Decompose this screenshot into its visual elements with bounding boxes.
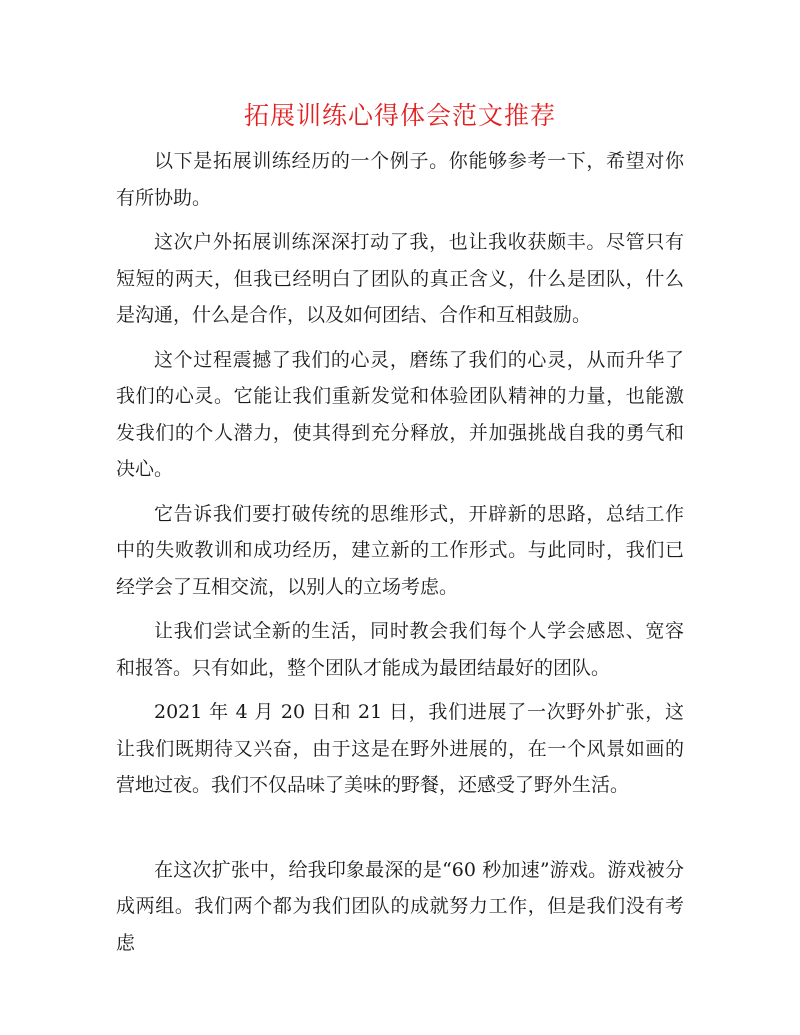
document-title: 拓展训练心得体会范文推荐 — [243, 101, 556, 130]
paragraph-3: 这个过程震撼了我们的心灵，磨练了我们的心灵，从而升华了我们的心灵。它能让我们重新发觉和体验团队精神的力量，也能激发我们的个人潜力，使其得到充分释放，并加强挑战自我的勇气和决心。 — [116, 348, 684, 480]
paragraph-2: 这次户外拓展训练深深打动了我，也让我收获颇丰。尽管只有短短的两天，但我已经明白了团队的真正含义，什么是团队，什么是沟通，什么是合作，以及如何团结、合作和互相鼓励。 — [116, 231, 684, 326]
paragraph-7: 在这次扩张中，给我印象最深的是“60 秒加速”游戏。游戏被分成两组。我们两个都为我们团队的成就努力工作，但是我们没有考虑 — [116, 858, 684, 954]
paragraph-6: 2021 年 4 月 20 日和 21 日，我们进展了一次野外扩张，这让我们既期待又兴奋，由于这是在野外进展的，在一个风景如画的营地过夜。我们不仅品味了美味的野餐，还感受了野外生活。 — [116, 701, 684, 796]
paragraph-4: 它告诉我们要打破传统的思维形式，开辟新的思路，总结工作中的失败教训和成功经历，建立新的工作形式。与此同时，我们已经学会了互相交流，以别人的立场考虑。 — [116, 502, 684, 598]
paragraph-1: 以下是拓展训练经历的一个例子。你能够参考一下，希望对你有所协助。 — [116, 150, 684, 209]
paragraph-5: 让我们尝试全新的生活，同时教会我们每个人学会感恩、宽容和报答。只有如此，整个团队才能成为最团结最好的团队。 — [116, 620, 684, 679]
document-body — [116, 143, 684, 969]
